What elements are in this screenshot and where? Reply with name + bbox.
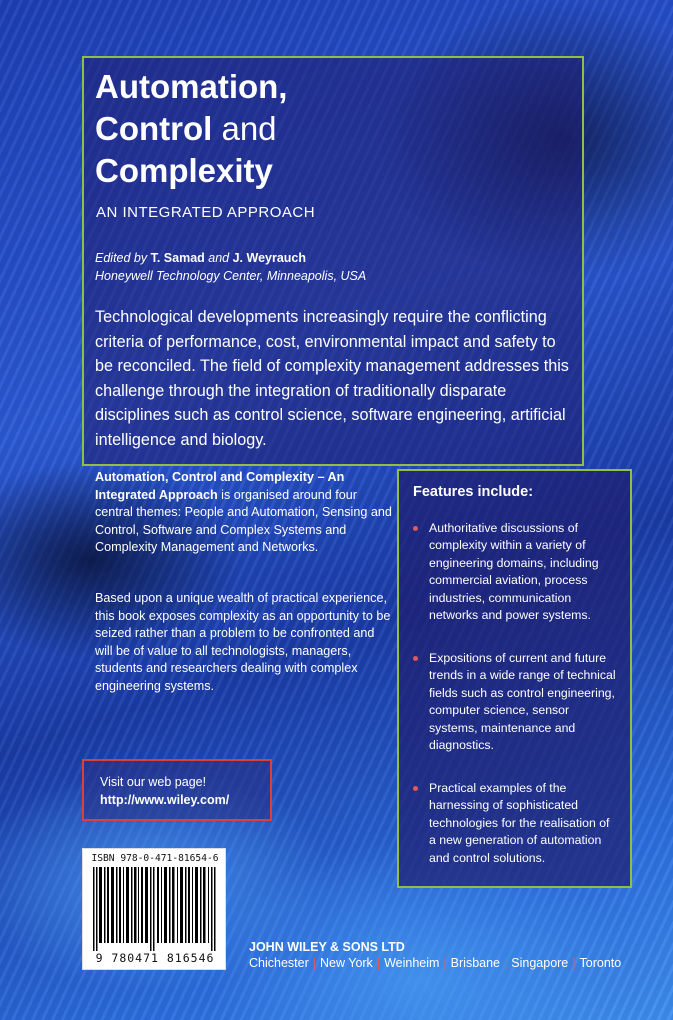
separator: | <box>572 956 576 970</box>
feature-item-text: Authoritative discussions of complexity within a variety of engineering domains, including commercial aviation, process industries, communication networks and power systems. <box>429 521 599 623</box>
web-page-label: Visit our web page! <box>100 775 207 789</box>
feature-item-2 <box>413 650 618 754</box>
publisher-name: JOHN WILEY & SONS LTD <box>249 940 405 954</box>
city: Chichester <box>249 956 309 970</box>
description-paragraph-2: Based upon a unique wealth of practical experience, this book exposes complexity as an opportunity to be seized rather than a problem to be confronted and will be of value to all technologists, managers, students and researchers dealing with complex engineering systems. <box>95 591 391 693</box>
web-page-box <box>82 759 272 821</box>
lead-paragraph: Technological developments increasingly require the conflicting criteria of performance, cost, environmental impact and safety to be reconciled. The field of complexity management addresses this challenge through the integration of traditionally disparate disciplines such as control science, software engineering, artificial intelligence and biology. <box>95 308 569 449</box>
title-line-2 <box>95 108 287 150</box>
editor-1: T. Samad <box>150 251 205 265</box>
features-title: Features include: <box>413 484 534 500</box>
feature-item-1 <box>413 520 618 624</box>
book-subtitle: AN INTEGRATED APPROACH <box>96 204 316 221</box>
separator: | <box>504 956 508 970</box>
title-line-1: Automation, <box>95 68 288 105</box>
feature-item-text: Practical examples of the harnessing of sophisticated technologies for the realisation of a new generation of automation and control solutions. <box>429 781 610 865</box>
barcode-number: 9 780471 816546 <box>95 951 215 965</box>
barcode-bars-icon <box>93 867 217 951</box>
feature-item-text: Expositions of current and future trends in a wide range of technical fields such as control engineering, computer science, sensor systems, maintenance and diagnostics. <box>429 651 616 753</box>
city: Singapore <box>511 956 569 970</box>
web-page-link[interactable]: http://www.wiley.com/ <box>100 793 230 807</box>
description-text: is organised around four central themes: People and Automation, Sensing and Control, Software and Complex Systems and Complexity Management and Networks. <box>95 487 392 555</box>
editors-and: and <box>204 251 233 265</box>
title-line-3: Complexity <box>95 152 273 189</box>
city: Brisbane <box>450 956 501 970</box>
feature-item-3 <box>413 780 618 867</box>
city: Weinheim <box>384 956 440 970</box>
separator: | <box>376 956 381 970</box>
city: New York <box>320 956 373 970</box>
barcode <box>82 848 226 970</box>
description-book-title: Automation, Control and Complexity – An Integrated Approach <box>95 470 345 502</box>
editors-affiliation: Honeywell Technology Center, Minneapolis, USA <box>95 269 367 283</box>
editors-line <box>95 249 366 267</box>
editors-block <box>95 249 366 285</box>
bullet-icon <box>413 526 418 531</box>
editor-2: J. Weyrauch <box>232 251 307 265</box>
description-paragraph-1 <box>95 469 395 557</box>
city: Toronto <box>579 956 622 970</box>
separator: | <box>443 956 447 970</box>
separator: | <box>312 956 316 970</box>
editors-prefix: Edited by <box>95 251 151 265</box>
isbn-text: ISBN 978-0-471-81654-6 <box>91 853 219 864</box>
title-line-2-bold: Control <box>95 110 213 147</box>
title-line-2-light: and <box>212 110 277 147</box>
bullet-icon <box>413 656 418 661</box>
book-title <box>95 66 287 192</box>
publisher-cities <box>249 956 621 970</box>
bullet-icon <box>413 786 418 791</box>
